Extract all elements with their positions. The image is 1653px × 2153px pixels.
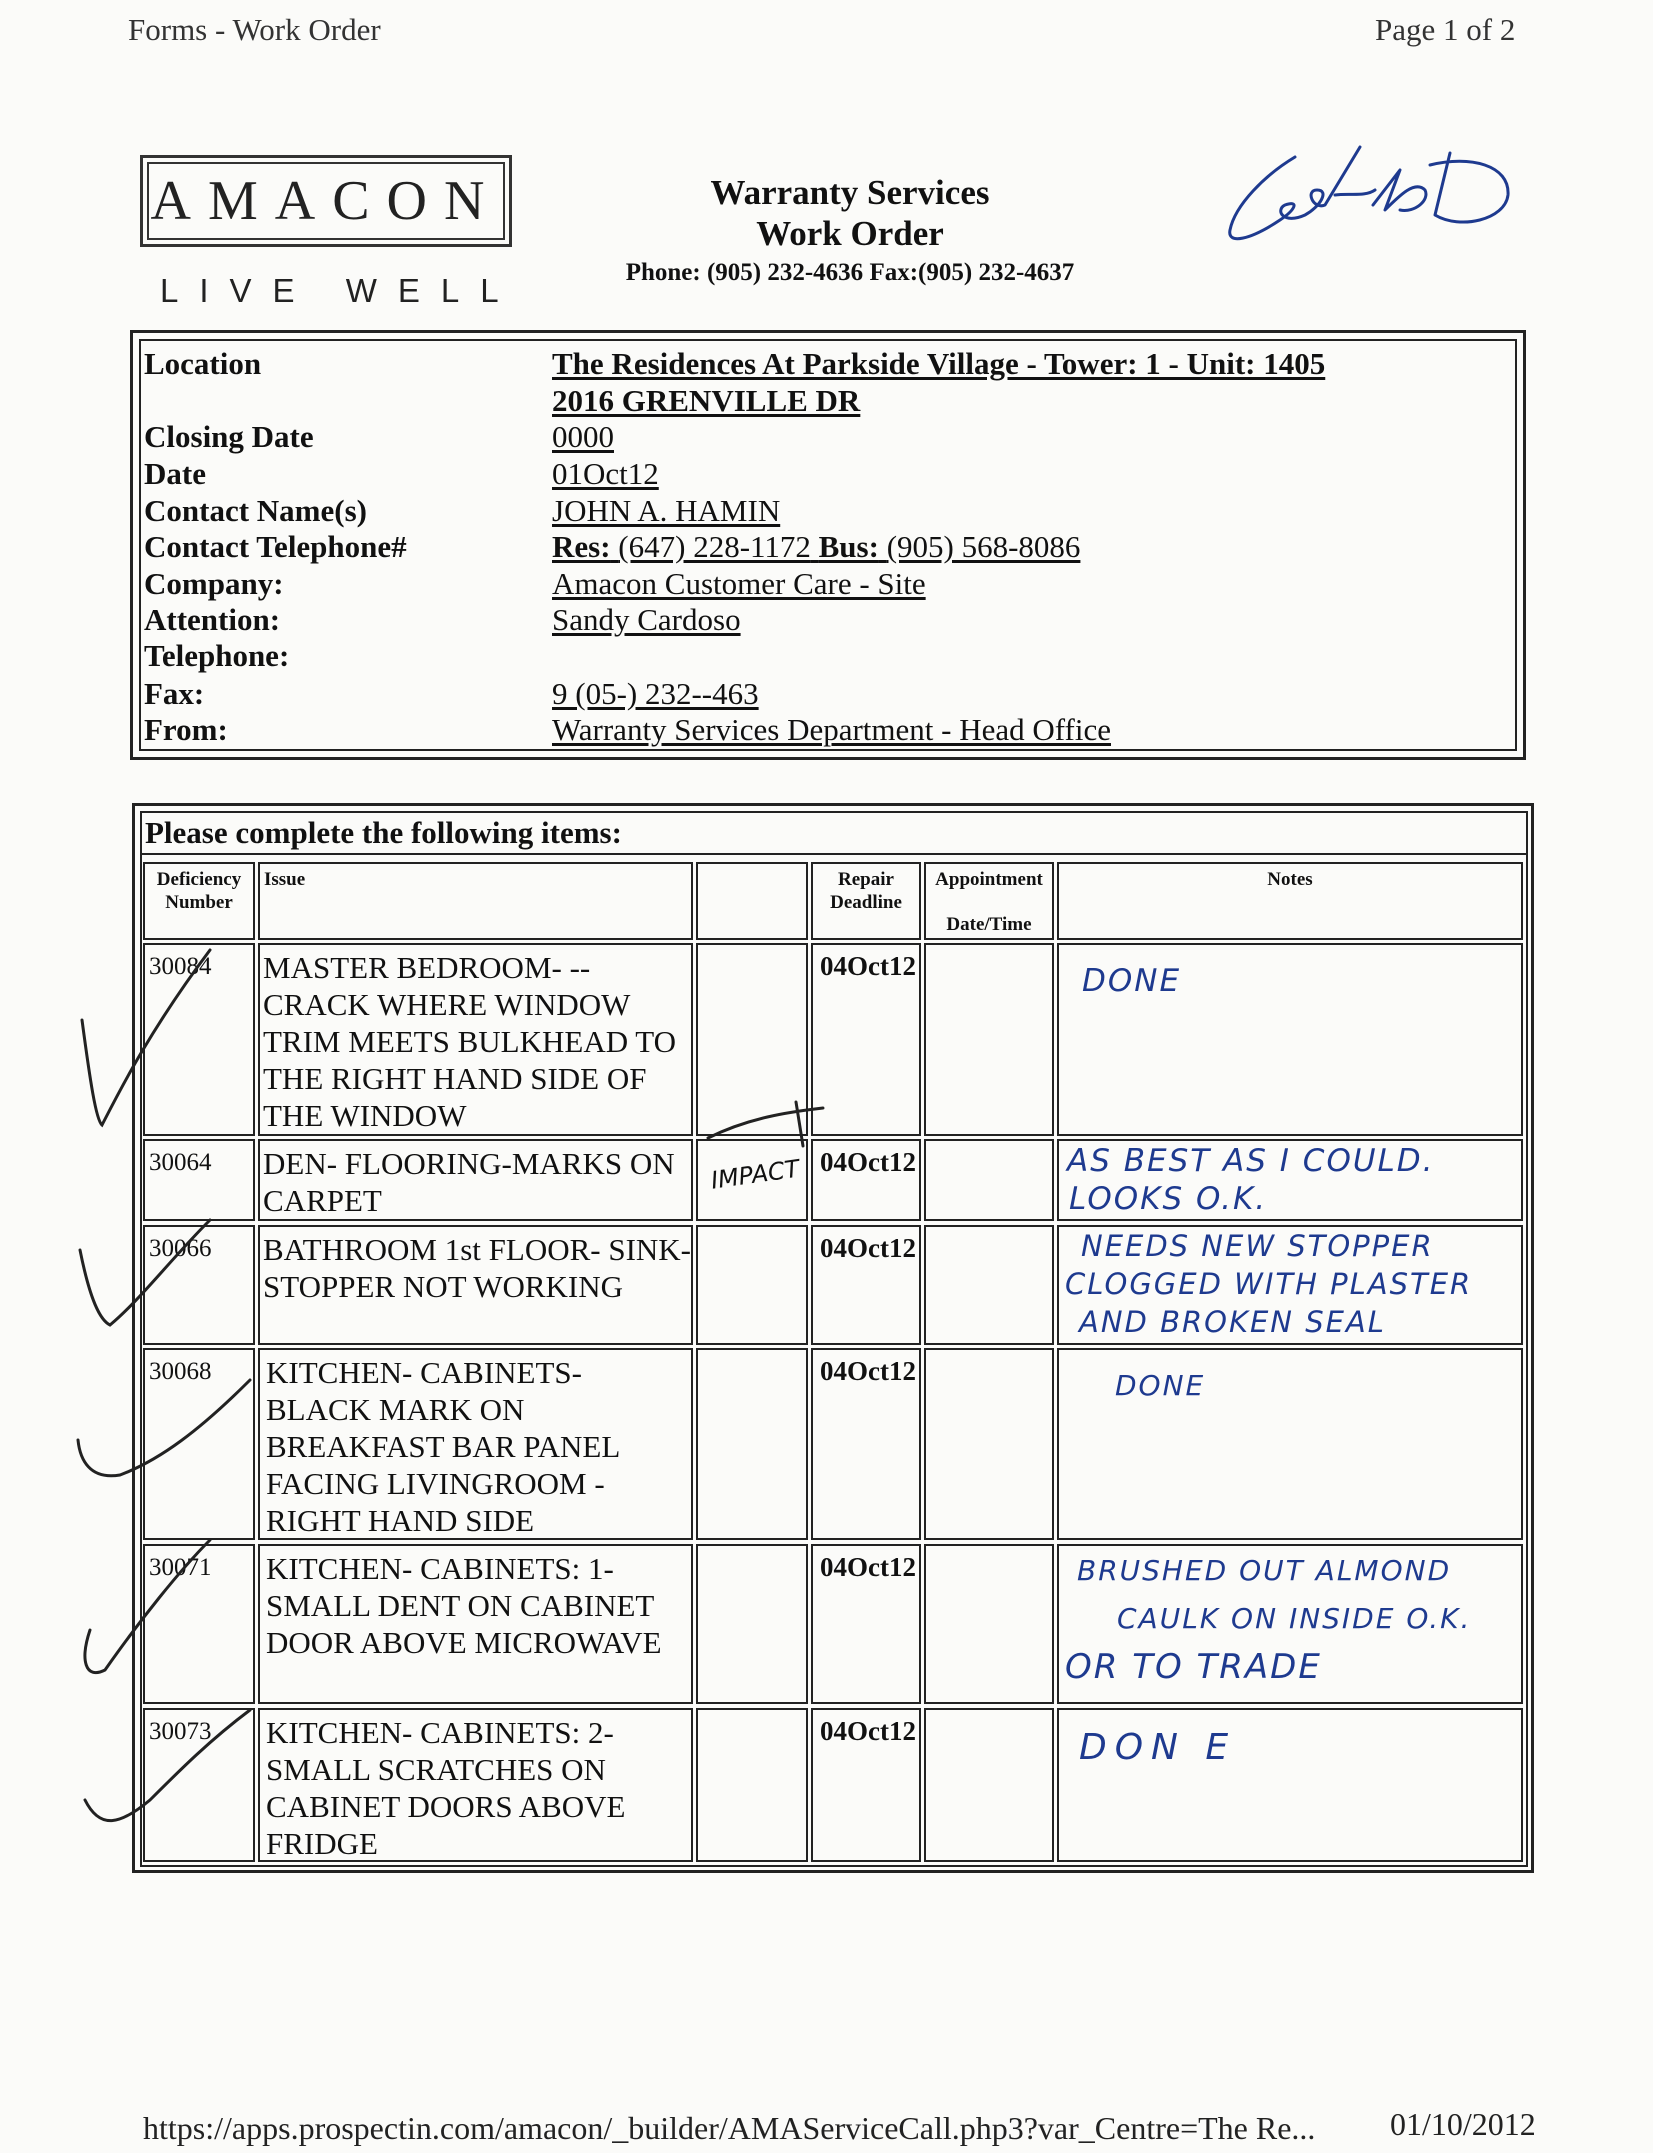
row1-appointment <box>924 943 1054 1136</box>
row6-appointment <box>924 1708 1054 1862</box>
fax-field-value: 9 (05-) 232--463 <box>552 676 759 711</box>
res-label: Res: <box>552 529 611 564</box>
amacon-logo: AMACON <box>140 155 512 247</box>
col-appointment-label: Appointment <box>935 869 1043 890</box>
footer-date: 01/10/2012 <box>1390 2106 1536 2142</box>
row3-issue: BATHROOM 1st FLOOR- SINK-STOPPER NOT WORKING <box>258 1225 693 1345</box>
date-value: 01Oct12 <box>552 456 659 491</box>
fax-label: Fax: <box>869 259 919 286</box>
row5-deadline: 04Oct12 <box>811 1544 921 1704</box>
col-datetime-label: Date/Time <box>946 914 1032 935</box>
row6-number: 30073 <box>143 1708 255 1862</box>
row5-number: 30071 <box>143 1544 255 1704</box>
res-phone: (647) 228-1172 <box>618 529 811 564</box>
form-title-line1: Warranty Services <box>710 173 990 212</box>
row4-deadline: 04Oct12 <box>811 1348 921 1540</box>
from-label: From: <box>144 712 228 747</box>
row1-notes <box>1057 943 1523 1136</box>
closing-date-value: 0000 <box>552 419 614 454</box>
row4-notes <box>1057 1348 1523 1540</box>
row6-note-line1: DON E <box>1079 1727 1237 1768</box>
row5-note-line1: BRUSHED OUT ALMOND <box>1077 1554 1452 1587</box>
row3-number: 30066 <box>143 1225 255 1345</box>
signature-icon <box>1225 135 1545 265</box>
telephone-label: Telephone: <box>144 638 290 673</box>
fax-number: (905) 232-4637 <box>918 259 1075 286</box>
footer-url: https://apps.prospectin.com/amacon/_builder/AMAServiceCall.php3?var_Centre=The Re... <box>143 2110 1316 2146</box>
row6-issue: KITCHEN- CABINETS: 2- SMALL SCRATCHES ON CABINET DOORS ABOVE FRIDGE <box>258 1708 693 1862</box>
phone-label: Phone: <box>625 259 701 286</box>
page-header-title: Forms - Work Order <box>128 12 381 47</box>
row2-issue: DEN- FLOORING-MARKS ON CARPET <box>258 1139 693 1221</box>
contact-names-label: Contact Name(s) <box>144 493 367 528</box>
row5-note-line2: CAULK ON INSIDE O.K. <box>1117 1602 1472 1635</box>
items-heading-divider <box>140 853 1528 855</box>
row1-number: 30084 <box>143 943 255 1136</box>
bus-label: Bus: <box>818 529 879 564</box>
company-value: Amacon Customer Care - Site <box>552 566 926 601</box>
row2-impact-note: IMPACT <box>709 1154 802 1195</box>
col-issue: Issue <box>258 862 693 940</box>
row3-appointment <box>924 1225 1054 1345</box>
row5-extra <box>696 1544 808 1704</box>
row3-extra <box>696 1225 808 1345</box>
col-notes: Notes <box>1057 862 1523 940</box>
row1-issue: MASTER BEDROOM- -- CRACK WHERE WINDOW TRIM MEETS BULKHEAD TO THE RIGHT HAND SIDE OF THE WINDOW <box>258 943 693 1136</box>
attention-value: Sandy Cardoso <box>552 602 741 637</box>
logo-tagline: LIVE WELL <box>160 272 520 309</box>
attention-label: Attention: <box>144 602 281 637</box>
phone-number: (905) 232-4636 <box>706 259 864 286</box>
col-blank <box>696 862 808 940</box>
row3-notes <box>1057 1225 1523 1345</box>
company-label: Company: <box>144 566 284 601</box>
page-number: Page 1 of 2 <box>1375 12 1516 47</box>
row5-issue: KITCHEN- CABINETS: 1- SMALL DENT ON CABINET DOOR ABOVE MICROWAVE <box>258 1544 693 1704</box>
row1-note-line1: DONE <box>1082 963 1182 999</box>
from-value: Warranty Services Department - Head Office <box>552 712 1111 747</box>
row3-deadline: 04Oct12 <box>811 1225 921 1345</box>
fax-field-label: Fax: <box>144 676 205 711</box>
row6-extra <box>696 1708 808 1862</box>
location-label: Location <box>144 346 262 381</box>
closing-date-label: Closing Date <box>144 419 314 454</box>
row6-notes <box>1057 1708 1523 1862</box>
row3-note-line1: NEEDS NEW STOPPER <box>1081 1229 1434 1263</box>
row5-note-line3: OR TO TRADE <box>1065 1647 1322 1687</box>
row5-appointment <box>924 1544 1054 1704</box>
row4-number: 30068 <box>143 1348 255 1540</box>
row2-notes <box>1057 1139 1523 1221</box>
row4-appointment <box>924 1348 1054 1540</box>
col-appointment <box>924 862 1054 940</box>
impact-arrow-icon <box>698 1098 828 1168</box>
row2-appointment <box>924 1139 1054 1221</box>
contact-telephone-value <box>552 529 1080 565</box>
col-deficiency-number: Deficiency Number <box>143 862 255 940</box>
contact-phone-fax <box>560 259 1140 287</box>
row3-note-line2: CLOGGED WITH PLASTER <box>1065 1267 1473 1301</box>
contact-names-value: JOHN A. HAMIN <box>552 493 781 528</box>
row2-note-line1: AS BEST AS I COULD. <box>1067 1143 1435 1179</box>
row2-deadline: 04Oct12 <box>811 1139 921 1221</box>
row6-deadline: 04Oct12 <box>811 1708 921 1862</box>
date-label: Date <box>144 456 206 491</box>
check-marks-icon <box>60 920 260 1900</box>
row2-number: 30064 <box>143 1139 255 1221</box>
row3-note-line3: AND BROKEN SEAL <box>1079 1305 1386 1339</box>
form-title-line2: Work Order <box>756 214 944 253</box>
location-value-line1: The Residences At Parkside Village - Tower: 1 - Unit: 1405 <box>552 346 1326 381</box>
location-value-line2: 2016 GRENVILLE DR <box>552 383 861 418</box>
col-repair-deadline: Repair Deadline <box>811 862 921 940</box>
row4-note-line1: DONE <box>1115 1369 1206 1402</box>
row5-notes <box>1057 1544 1523 1704</box>
row1-deadline: 04Oct12 <box>811 943 921 1136</box>
bus-phone: (905) 568-8086 <box>886 529 1081 564</box>
row2-note-line2: LOOKS O.K. <box>1069 1181 1268 1217</box>
row4-issue: KITCHEN- CABINETS- BLACK MARK ON BREAKFAST BAR PANEL FACING LIVINGROOM - RIGHT HAND SIDE <box>258 1348 693 1540</box>
items-heading: Please complete the following items: <box>145 815 622 850</box>
row4-extra <box>696 1348 808 1540</box>
contact-telephone-label: Contact Telephone# <box>144 529 407 564</box>
